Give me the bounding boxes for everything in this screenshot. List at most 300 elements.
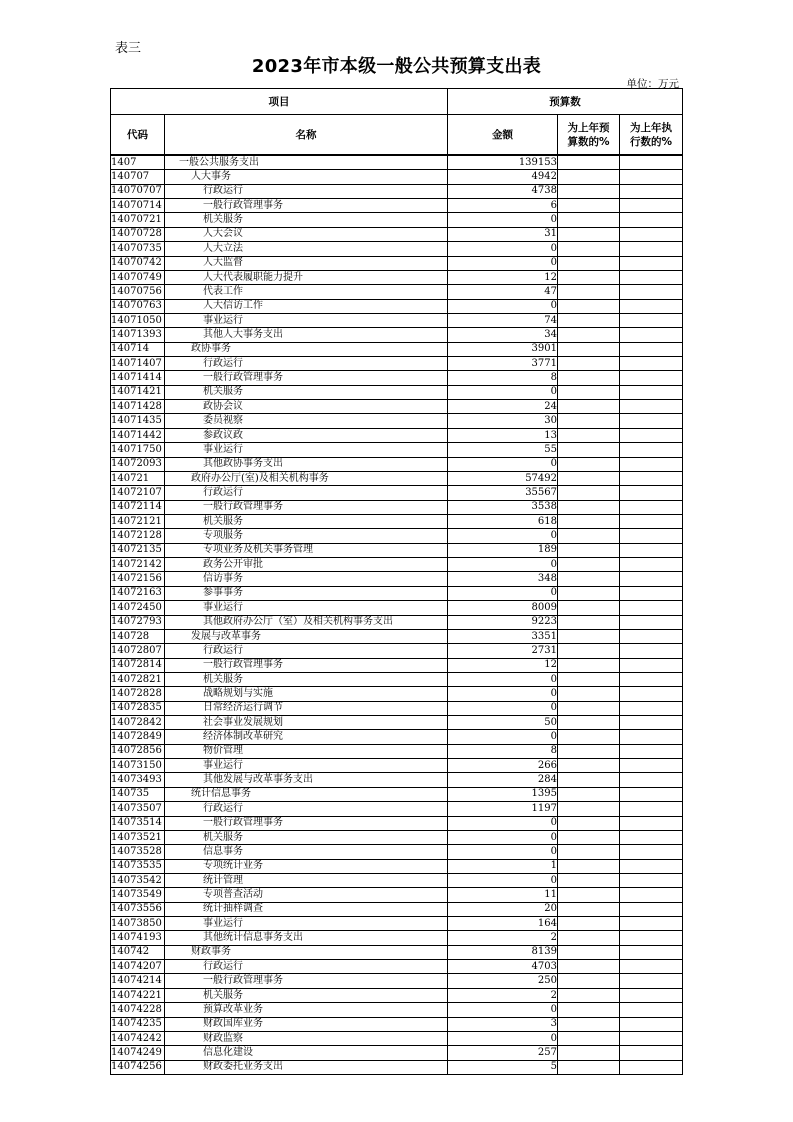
table-row: [111, 1060, 683, 1074]
amount-cell: 57492: [448, 471, 558, 485]
pct-prev-exec-cell: [620, 945, 683, 959]
pct-prev-exec-cell: [620, 371, 683, 385]
code-cell: 14070749: [111, 270, 165, 284]
pct-prev-exec-cell: [620, 428, 683, 442]
pct-prev-budget-cell: [558, 1060, 620, 1074]
pct-prev-budget-cell: [558, 385, 620, 399]
table-row: [111, 629, 683, 643]
code-cell: 14071393: [111, 328, 165, 342]
pct-prev-exec-cell: [620, 759, 683, 773]
code-cell: 14072121: [111, 514, 165, 528]
name-cell: 其他政府办公厅（室）及相关机构事务支出: [165, 615, 448, 629]
pct-prev-budget-cell: [558, 888, 620, 902]
pct-prev-budget-cell: [558, 500, 620, 514]
name-cell: 行政运行: [165, 184, 448, 198]
pct-prev-exec-cell: [620, 471, 683, 485]
name-cell: 行政运行: [165, 960, 448, 974]
pct-prev-exec-cell: [620, 155, 683, 170]
name-cell: 事业运行: [165, 759, 448, 773]
pct-prev-budget-cell: [558, 586, 620, 600]
name-cell: 行政运行: [165, 802, 448, 816]
name-cell: 人大事务: [165, 170, 448, 184]
table-row: [111, 213, 683, 227]
pct-prev-exec-cell: [620, 184, 683, 198]
table-row: [111, 486, 683, 500]
name-cell: 事业运行: [165, 601, 448, 615]
code-cell: 14072849: [111, 730, 165, 744]
code-cell: 14073535: [111, 859, 165, 873]
code-cell: 14070742: [111, 256, 165, 270]
pct-prev-budget-cell: [558, 428, 620, 442]
pct-prev-budget-cell: [558, 170, 620, 184]
name-cell: 其他发展与改革事务支出: [165, 773, 448, 787]
pct-prev-exec-cell: [620, 931, 683, 945]
pct-prev-budget-cell: [558, 658, 620, 672]
pct-prev-budget-cell: [558, 529, 620, 543]
pct-prev-exec-cell: [620, 514, 683, 528]
code-cell: 14073549: [111, 888, 165, 902]
amount-cell: 250: [448, 974, 558, 988]
pct-prev-budget-cell: [558, 730, 620, 744]
pct-prev-budget-cell: [558, 572, 620, 586]
pct-prev-exec-cell: [620, 845, 683, 859]
code-cell: 14073542: [111, 873, 165, 887]
code-cell: 14074256: [111, 1060, 165, 1074]
table-row: [111, 227, 683, 241]
pct-prev-budget-cell: [558, 213, 620, 227]
name-cell: 人大信访工作: [165, 299, 448, 313]
code-cell: 140721: [111, 471, 165, 485]
code-cell: 14073521: [111, 830, 165, 844]
table-row: [111, 242, 683, 256]
pct-prev-exec-cell: [620, 443, 683, 457]
amount-cell: 5: [448, 1060, 558, 1074]
pct-prev-exec-cell: [620, 960, 683, 974]
amount-cell: 9223: [448, 615, 558, 629]
table-row: [111, 457, 683, 471]
amount-cell: 0: [448, 242, 558, 256]
pct-prev-budget-cell: [558, 328, 620, 342]
pct-prev-exec-cell: [620, 701, 683, 715]
name-cell: 统计管理: [165, 873, 448, 887]
code-cell: 14074242: [111, 1031, 165, 1045]
pct-prev-budget-cell: [558, 357, 620, 371]
amount-cell: 2: [448, 988, 558, 1002]
pct-prev-exec-cell: [620, 658, 683, 672]
table-row: [111, 845, 683, 859]
table-row: [111, 342, 683, 356]
pct-prev-exec-cell: [620, 558, 683, 572]
amount-cell: 3351: [448, 629, 558, 643]
pct-prev-budget-cell: [558, 759, 620, 773]
pct-prev-budget-cell: [558, 687, 620, 701]
amount-cell: 0: [448, 1031, 558, 1045]
amount-cell: 74: [448, 313, 558, 327]
name-cell: 财政国库业务: [165, 1017, 448, 1031]
table-row: [111, 888, 683, 902]
amount-cell: 8139: [448, 945, 558, 959]
name-cell: 专项业务及机关事务管理: [165, 543, 448, 557]
name-cell: 机关服务: [165, 672, 448, 686]
name-cell: 财政事务: [165, 945, 448, 959]
amount-cell: 1395: [448, 787, 558, 801]
code-cell: 14072856: [111, 744, 165, 758]
pct-prev-budget-cell: [558, 988, 620, 1002]
name-cell: 机关服务: [165, 514, 448, 528]
pct-prev-exec-cell: [620, 170, 683, 184]
pct-prev-budget-cell: [558, 543, 620, 557]
pct-prev-exec-cell: [620, 1060, 683, 1074]
table-row: [111, 672, 683, 686]
table-row: [111, 471, 683, 485]
code-cell: 14070728: [111, 227, 165, 241]
amount-cell: 0: [448, 830, 558, 844]
code-cell: 14072142: [111, 558, 165, 572]
pct-prev-budget-cell: [558, 514, 620, 528]
code-cell: 14073514: [111, 816, 165, 830]
page-title: 2023年市本级一般公共预算支出表: [251, 56, 542, 77]
amount-cell: 0: [448, 687, 558, 701]
table-row: [111, 974, 683, 988]
table-row: [111, 830, 683, 844]
pct-prev-budget-cell: [558, 672, 620, 686]
code-cell: 14071750: [111, 443, 165, 457]
pct-prev-exec-cell: [620, 629, 683, 643]
code-cell: 14074221: [111, 988, 165, 1002]
amount-cell: 20: [448, 902, 558, 916]
pct-prev-budget-cell: [558, 1003, 620, 1017]
name-cell: 参事事务: [165, 586, 448, 600]
table-row: [111, 1017, 683, 1031]
pct-prev-budget-cell: [558, 716, 620, 730]
name-cell: 机关服务: [165, 213, 448, 227]
code-cell: 14072842: [111, 716, 165, 730]
code-cell: 14074235: [111, 1017, 165, 1031]
code-cell: 14073556: [111, 902, 165, 916]
table-row: [111, 931, 683, 945]
pct-prev-exec-cell: [620, 687, 683, 701]
code-cell: 14071414: [111, 371, 165, 385]
pct-prev-budget-cell: [558, 486, 620, 500]
pct-prev-exec-cell: [620, 917, 683, 931]
amount-cell: 0: [448, 816, 558, 830]
name-cell: 日常经济运行调节: [165, 701, 448, 715]
pct-prev-exec-cell: [620, 199, 683, 213]
name-cell: 事业运行: [165, 443, 448, 457]
amount-cell: 0: [448, 529, 558, 543]
pct-prev-budget-cell: [558, 342, 620, 356]
amount-cell: 50: [448, 716, 558, 730]
pct-prev-budget-cell: [558, 457, 620, 471]
header-code: 代码: [111, 115, 165, 156]
table-row: [111, 529, 683, 543]
header-name: 名称: [165, 115, 448, 156]
pct-prev-budget-cell: [558, 859, 620, 873]
pct-prev-exec-cell: [620, 586, 683, 600]
amount-cell: 47: [448, 285, 558, 299]
pct-prev-budget-cell: [558, 744, 620, 758]
pct-prev-budget-cell: [558, 644, 620, 658]
amount-cell: 0: [448, 672, 558, 686]
table-row: [111, 572, 683, 586]
name-cell: 一般行政管理事务: [165, 658, 448, 672]
pct-prev-exec-cell: [620, 672, 683, 686]
pct-prev-exec-cell: [620, 1017, 683, 1031]
pct-prev-exec-cell: [620, 385, 683, 399]
code-cell: 14073528: [111, 845, 165, 859]
amount-cell: 0: [448, 457, 558, 471]
table-row: [111, 1046, 683, 1060]
amount-cell: 12: [448, 270, 558, 284]
pct-prev-budget-cell: [558, 371, 620, 385]
name-cell: 经济体制改革研究: [165, 730, 448, 744]
amount-cell: 0: [448, 845, 558, 859]
pct-prev-budget-cell: [558, 629, 620, 643]
code-cell: 14071435: [111, 414, 165, 428]
name-cell: 一般公共服务支出: [165, 155, 448, 170]
pct-prev-budget-cell: [558, 414, 620, 428]
name-cell: 人大会议: [165, 227, 448, 241]
code-cell: 14074214: [111, 974, 165, 988]
pct-prev-exec-cell: [620, 357, 683, 371]
code-cell: 14073493: [111, 773, 165, 787]
amount-cell: 3901: [448, 342, 558, 356]
pct-prev-exec-cell: [620, 400, 683, 414]
name-cell: 社会事业发展规划: [165, 716, 448, 730]
pct-prev-budget-cell: [558, 443, 620, 457]
table-row: [111, 428, 683, 442]
pct-prev-budget-cell: [558, 313, 620, 327]
table-row: [111, 988, 683, 1002]
name-cell: 行政运行: [165, 644, 448, 658]
pct-prev-budget-cell: [558, 155, 620, 170]
pct-prev-exec-cell: [620, 270, 683, 284]
table-row: [111, 256, 683, 270]
table-row: [111, 687, 683, 701]
table-row: [111, 730, 683, 744]
name-cell: 政务公开审批: [165, 558, 448, 572]
name-cell: 一般行政管理事务: [165, 974, 448, 988]
pct-prev-budget-cell: [558, 471, 620, 485]
pct-prev-budget-cell: [558, 601, 620, 615]
amount-cell: 3771: [448, 357, 558, 371]
code-cell: 14070714: [111, 199, 165, 213]
amount-cell: 31: [448, 227, 558, 241]
table-row: [111, 902, 683, 916]
name-cell: 人大监督: [165, 256, 448, 270]
code-cell: 140735: [111, 787, 165, 801]
pct-prev-exec-cell: [620, 816, 683, 830]
table-row: [111, 155, 683, 170]
name-cell: 事业运行: [165, 917, 448, 931]
amount-cell: 1197: [448, 802, 558, 816]
pct-prev-exec-cell: [620, 615, 683, 629]
code-cell: 14072107: [111, 486, 165, 500]
name-cell: 代表工作: [165, 285, 448, 299]
table-row: [111, 917, 683, 931]
amount-cell: 266: [448, 759, 558, 773]
amount-cell: 24: [448, 400, 558, 414]
amount-cell: 12: [448, 658, 558, 672]
amount-cell: 30: [448, 414, 558, 428]
name-cell: 一般行政管理事务: [165, 371, 448, 385]
name-cell: 一般行政管理事务: [165, 816, 448, 830]
name-cell: 机关服务: [165, 988, 448, 1002]
amount-cell: 0: [448, 586, 558, 600]
name-cell: 专项统计业务: [165, 859, 448, 873]
pct-prev-budget-cell: [558, 902, 620, 916]
pct-prev-exec-cell: [620, 213, 683, 227]
name-cell: 物价管理: [165, 744, 448, 758]
pct-prev-budget-cell: [558, 830, 620, 844]
code-cell: 14072821: [111, 672, 165, 686]
table-row: [111, 500, 683, 514]
name-cell: 发展与改革事务: [165, 629, 448, 643]
name-cell: 一般行政管理事务: [165, 199, 448, 213]
amount-cell: 34: [448, 328, 558, 342]
code-cell: 14070763: [111, 299, 165, 313]
code-cell: 1407: [111, 155, 165, 170]
pct-prev-exec-cell: [620, 644, 683, 658]
pct-prev-exec-cell: [620, 572, 683, 586]
name-cell: 机关服务: [165, 830, 448, 844]
pct-prev-exec-cell: [620, 888, 683, 902]
pct-prev-budget-cell: [558, 270, 620, 284]
name-cell: 财政监察: [165, 1031, 448, 1045]
name-cell: 统计信息事务: [165, 787, 448, 801]
pct-prev-budget-cell: [558, 242, 620, 256]
code-cell: 14073850: [111, 917, 165, 931]
amount-cell: 2731: [448, 644, 558, 658]
amount-cell: 0: [448, 213, 558, 227]
amount-cell: 55: [448, 443, 558, 457]
pct-prev-exec-cell: [620, 500, 683, 514]
name-cell: 政协事务: [165, 342, 448, 356]
code-cell: 14074207: [111, 960, 165, 974]
amount-cell: 348: [448, 572, 558, 586]
table-row: [111, 787, 683, 801]
name-cell: 一般行政管理事务: [165, 500, 448, 514]
name-cell: 其他政协事务支出: [165, 457, 448, 471]
table-row: [111, 357, 683, 371]
code-cell: 14072093: [111, 457, 165, 471]
table-row: [111, 586, 683, 600]
code-cell: 14070756: [111, 285, 165, 299]
amount-cell: 1: [448, 859, 558, 873]
table-row: [111, 816, 683, 830]
code-cell: 140728: [111, 629, 165, 643]
table-row: [111, 658, 683, 672]
amount-cell: 0: [448, 701, 558, 715]
pct-prev-budget-cell: [558, 873, 620, 887]
header-budget: 预算数: [448, 89, 683, 115]
pct-prev-budget-cell: [558, 184, 620, 198]
pct-prev-exec-cell: [620, 601, 683, 615]
name-cell: 政协会议: [165, 400, 448, 414]
code-cell: 14074228: [111, 1003, 165, 1017]
pct-prev-exec-cell: [620, 486, 683, 500]
amount-cell: 2: [448, 931, 558, 945]
pct-prev-exec-cell: [620, 313, 683, 327]
pct-prev-exec-cell: [620, 787, 683, 801]
table-row: [111, 716, 683, 730]
pct-prev-exec-cell: [620, 328, 683, 342]
code-cell: 14072135: [111, 543, 165, 557]
pct-prev-exec-cell: [620, 342, 683, 356]
pct-prev-exec-cell: [620, 974, 683, 988]
table-row: [111, 759, 683, 773]
pct-prev-budget-cell: [558, 299, 620, 313]
header-project: 项目: [111, 89, 448, 115]
table-row: [111, 960, 683, 974]
amount-cell: 4942: [448, 170, 558, 184]
table-row: [111, 400, 683, 414]
code-cell: 14070707: [111, 184, 165, 198]
code-cell: 14071421: [111, 385, 165, 399]
pct-prev-exec-cell: [620, 988, 683, 1002]
table-row: [111, 701, 683, 715]
code-cell: 14072128: [111, 529, 165, 543]
amount-cell: 8009: [448, 601, 558, 615]
code-cell: 14071442: [111, 428, 165, 442]
pct-prev-budget-cell: [558, 1046, 620, 1060]
table-row: [111, 299, 683, 313]
pct-prev-budget-cell: [558, 256, 620, 270]
pct-prev-budget-cell: [558, 845, 620, 859]
name-cell: 其他人大事务支出: [165, 328, 448, 342]
name-cell: 信访事务: [165, 572, 448, 586]
table-row: [111, 558, 683, 572]
table-row: [111, 328, 683, 342]
amount-cell: 0: [448, 299, 558, 313]
pct-prev-exec-cell: [620, 256, 683, 270]
pct-prev-budget-cell: [558, 816, 620, 830]
code-cell: 14071050: [111, 313, 165, 327]
code-cell: 14070735: [111, 242, 165, 256]
pct-prev-exec-cell: [620, 457, 683, 471]
name-cell: 事业运行: [165, 313, 448, 327]
pct-prev-exec-cell: [620, 744, 683, 758]
pct-prev-exec-cell: [620, 227, 683, 241]
table-row: [111, 601, 683, 615]
pct-prev-exec-cell: [620, 529, 683, 543]
code-cell: 14072163: [111, 586, 165, 600]
code-cell: 14070721: [111, 213, 165, 227]
header-pct-prev-budget: 为上年预 算数的%: [558, 115, 620, 156]
pct-prev-budget-cell: [558, 974, 620, 988]
code-cell: 14071428: [111, 400, 165, 414]
code-cell: 14072114: [111, 500, 165, 514]
table-body: [111, 155, 683, 1075]
pct-prev-exec-cell: [620, 299, 683, 313]
name-cell: 人大代表履职能力提升: [165, 270, 448, 284]
name-cell: 预算改革业务: [165, 1003, 448, 1017]
name-cell: 信息化建设: [165, 1046, 448, 1060]
name-cell: 信息事务: [165, 845, 448, 859]
amount-cell: 4738: [448, 184, 558, 198]
pct-prev-budget-cell: [558, 199, 620, 213]
table-row: [111, 1003, 683, 1017]
table-row: [111, 371, 683, 385]
name-cell: 机关服务: [165, 385, 448, 399]
name-cell: 财政委托业务支出: [165, 1060, 448, 1074]
name-cell: 其他统计信息事务支出: [165, 931, 448, 945]
name-cell: 统计抽样调查: [165, 902, 448, 916]
table-row: [111, 270, 683, 284]
code-cell: 14071407: [111, 357, 165, 371]
pct-prev-budget-cell: [558, 400, 620, 414]
amount-cell: 0: [448, 873, 558, 887]
